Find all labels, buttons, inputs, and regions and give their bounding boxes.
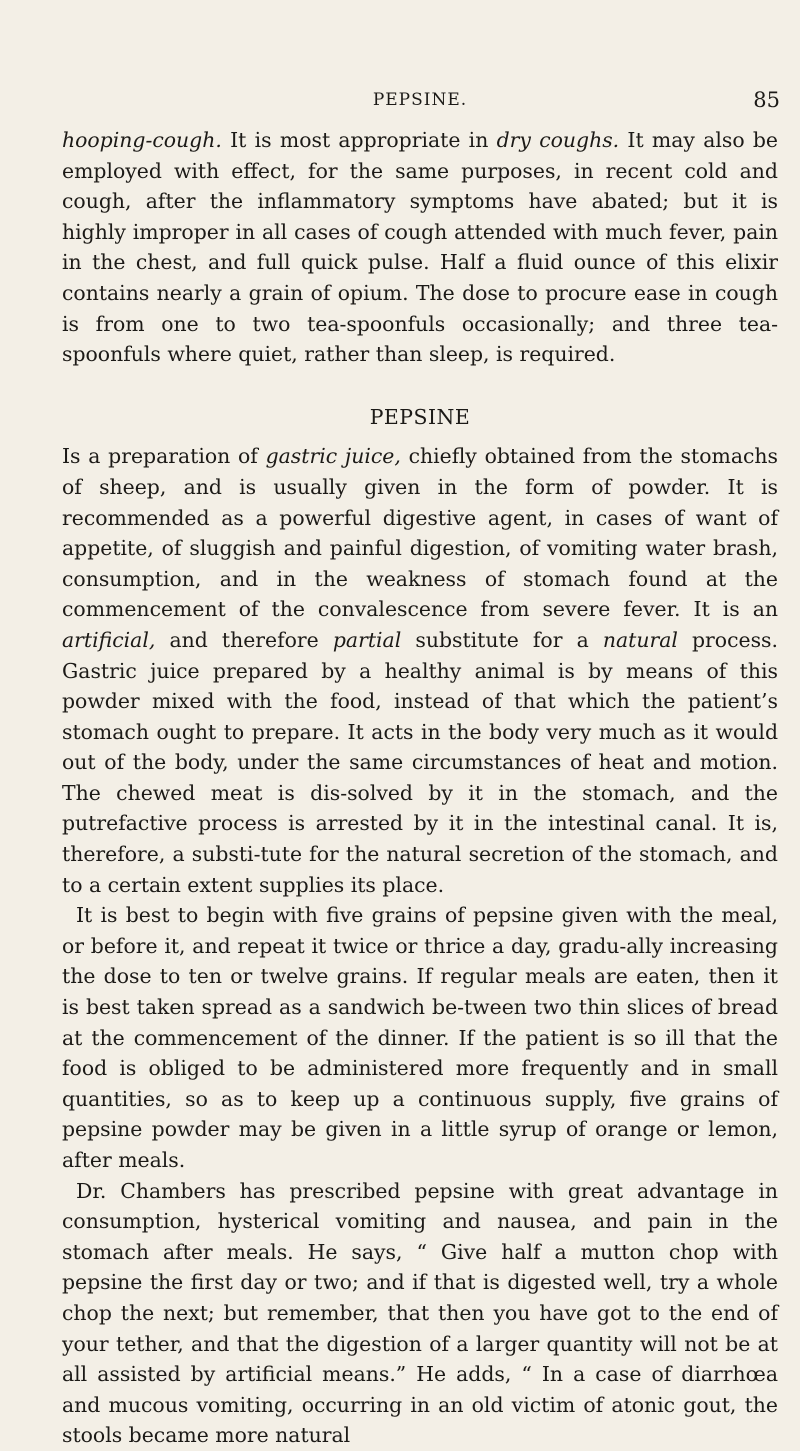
paragraph-dr-chambers: Dr. Chambers has prescribed pepsine with great advantage in consumption, hysterical vomiting and nausea, and pain in the stomach after meals. He says, “ Give half a mutton chop with pepsine the first day or two; and if that is digested well, try a whole chop the next; but remember, that then you have got to the end of your tether, and that the digestion of a larger quantity will not be at all assisted by artificial means.” He adds, “ In a case of diarrhœa and mucous vomiting, occurring in an old victim of atonic gout, the stools became more natural <box>62 1178 778 1448</box>
section-heading: PEPSINE <box>369 404 471 429</box>
italic-term: dry coughs. <box>496 128 620 152</box>
italic-term: hooping-cough. <box>62 128 222 152</box>
paragraph-pepsine-intro: Is a preparation of gastric juice, chiefly obtained from the stomachs of sheep, and is usually given in the form of powder. It is recommended as a powerful digestive agent, in cases of want of appetite, of sluggish and painful digestion, of vomiting water brash, consumption, and in the weakness of stomach found at the commencement of the convalescence from severe fever. It is an artificial, and therefore partial substitute for a natural process. Gastric juice prepared by a healthy animal is by means of this powder mixed with the food, instead of that which the patient’s stomach ought to prepare. It acts in the body very much as it would out of the body, under the same circumstances of heat and motion. The chewed meat is dis-solved by it in the stomach, and the putrefactive process is arrested by it in the intestinal canal. It is, therefore, a substi-tute for the natural secretion of the stomach, and to a certain extent supplies its place. <box>62 444 778 897</box>
italic-term: partial <box>332 627 402 652</box>
running-title: PEPSINE. <box>372 90 468 110</box>
paragraph-hooping-cough: hooping-cough. It is most appropriate in dry coughs. It may also be employed with effect, for the same purposes, in recent cold and cough, after the inflammatory symptoms have abated; but it is highly improper in all cases of cough attended with much fever, pain in the chest, and full quick pulse. Half a fluid ounce of this elixir contains nearly a grain of opium. The dose to procure ease in cough is from one to two tea-spoonfuls occasionally; and three tea-spoonfuls where quiet, rather than sleep, is required. <box>62 128 779 367</box>
italic-term: artificial, <box>62 627 156 652</box>
paragraph-dosage: It is best to begin with five grains of pepsine given with the meal, or before it, and repeat it twice or thrice a day, gradu-ally increasing the dose to ten or twelve grains. If regular meals are eaten, then it is best taken spread as a sandwich be-tween two thin slices of bread at the commencement of the dinner. If the patient is so ill that the food is obliged to be administered more frequently and in small quantities, so as to keep up a continuous supply, five grains of pepsine powder may be given in a little syrup of orange or lemon, after meals. <box>62 903 778 1172</box>
italic-term: gastric juice, <box>265 444 401 469</box>
body-text <box>62 125 778 1451</box>
page-number: 85 <box>753 88 780 112</box>
running-head <box>60 88 780 118</box>
italic-term: natural <box>602 627 678 652</box>
